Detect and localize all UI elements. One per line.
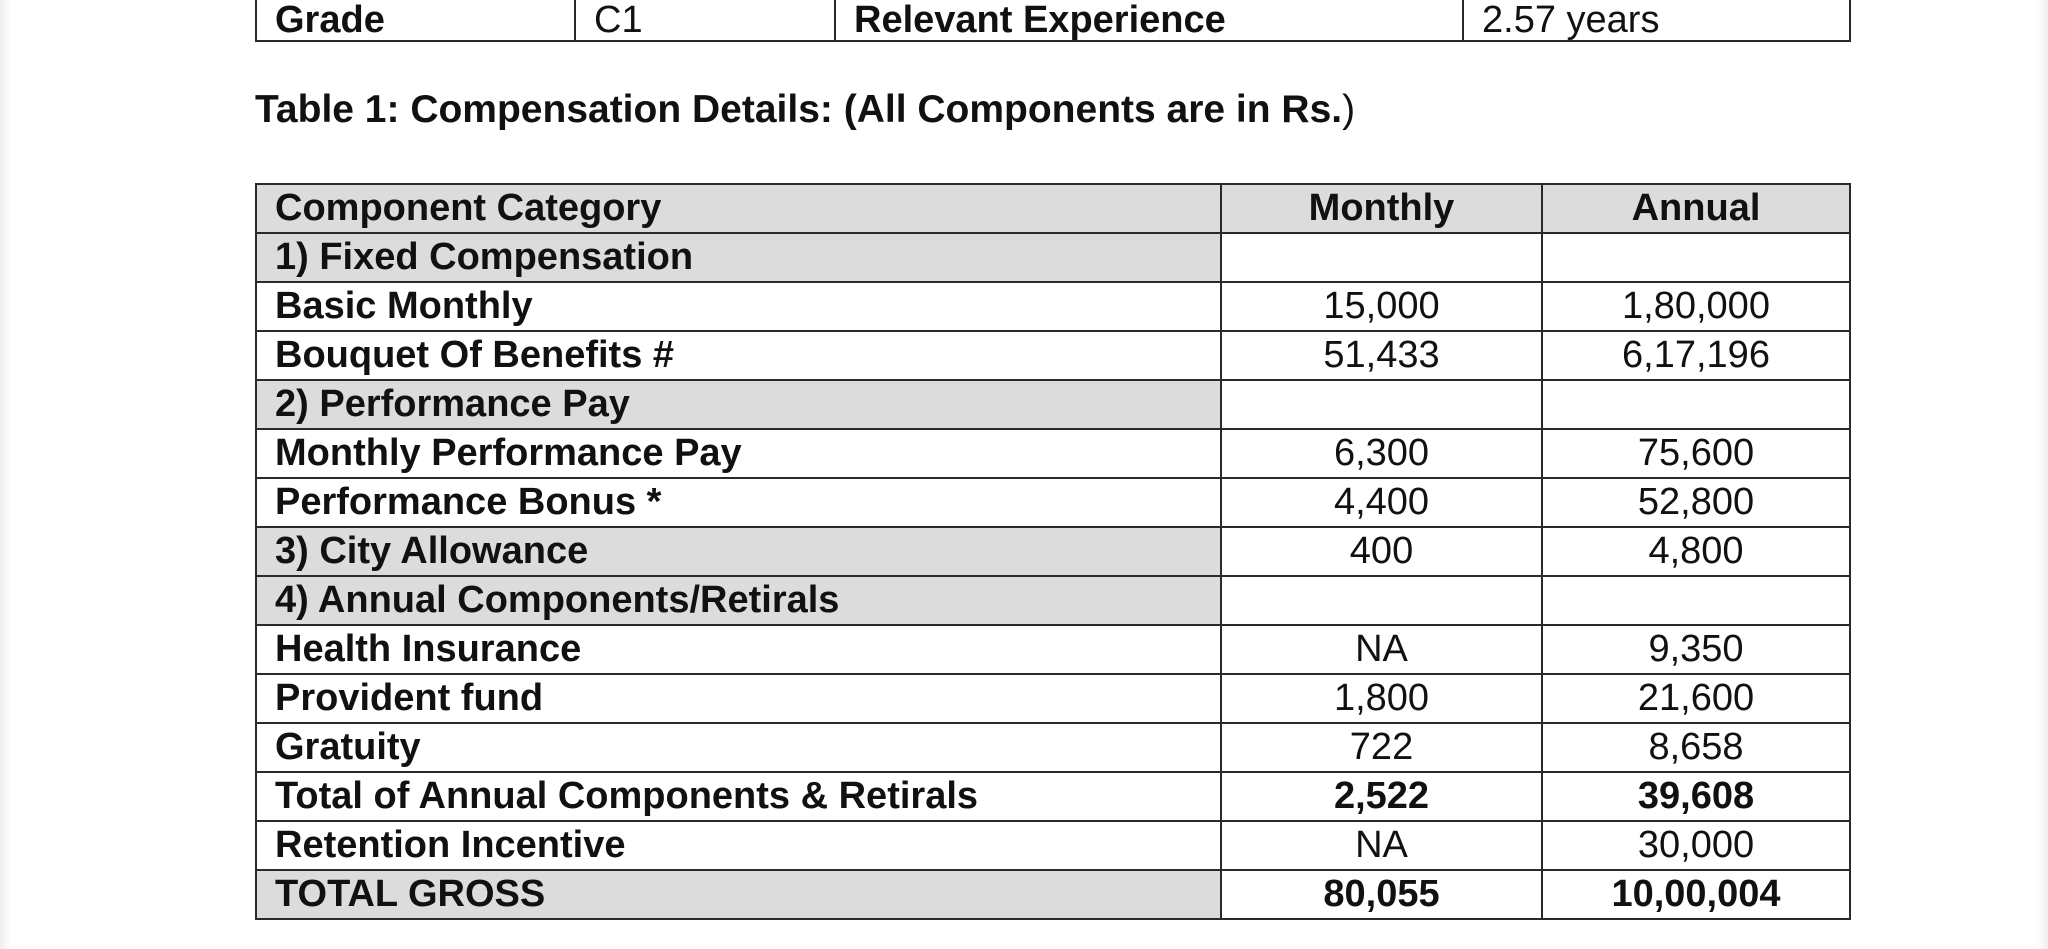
header-annual: Annual	[1542, 184, 1850, 233]
monthly-value	[1221, 576, 1542, 625]
monthly-value: 400	[1221, 527, 1542, 576]
annual-value: 8,658	[1542, 723, 1850, 772]
annual-value: 10,00,004	[1542, 870, 1850, 919]
experience-value: 2.57 years	[1463, 0, 1850, 41]
row-label: Bouquet Of Benefits #	[256, 331, 1221, 380]
monthly-value: 4,400	[1221, 478, 1542, 527]
monthly-value	[1221, 380, 1542, 429]
annual-value: 39,608	[1542, 772, 1850, 821]
row-label: 2) Performance Pay	[256, 380, 1221, 429]
page-edge-right	[2038, 0, 2048, 949]
header-component-category: Component Category	[256, 184, 1221, 233]
table-row	[256, 429, 1850, 478]
row-label: Health Insurance	[256, 625, 1221, 674]
table-caption	[255, 86, 1355, 134]
info-row	[256, 0, 1850, 41]
monthly-value: NA	[1221, 625, 1542, 674]
header-monthly: Monthly	[1221, 184, 1542, 233]
row-label: Retention Incentive	[256, 821, 1221, 870]
section-row-city-allowance	[256, 527, 1850, 576]
monthly-value	[1221, 233, 1542, 282]
annual-value	[1542, 380, 1850, 429]
row-label: Provident fund	[256, 674, 1221, 723]
monthly-value: 2,522	[1221, 772, 1542, 821]
monthly-value: 80,055	[1221, 870, 1542, 919]
section-row-annual-components	[256, 576, 1850, 625]
section-row-performance-pay	[256, 380, 1850, 429]
monthly-value: NA	[1221, 821, 1542, 870]
annual-value: 21,600	[1542, 674, 1850, 723]
grade-label: Grade	[256, 0, 575, 41]
annual-value: 6,17,196	[1542, 331, 1850, 380]
table-row	[256, 282, 1850, 331]
row-label: TOTAL GROSS	[256, 870, 1221, 919]
monthly-value: 6,300	[1221, 429, 1542, 478]
table-row	[256, 821, 1850, 870]
row-label: Basic Monthly	[256, 282, 1221, 331]
annual-value: 52,800	[1542, 478, 1850, 527]
annual-value	[1542, 233, 1850, 282]
table-row	[256, 674, 1850, 723]
table-row	[256, 478, 1850, 527]
row-label: Performance Bonus *	[256, 478, 1221, 527]
monthly-value: 1,800	[1221, 674, 1542, 723]
caption-text: Table 1: Compensation Details: (All Components are in Rs.	[255, 88, 1343, 131]
header-row	[256, 184, 1850, 233]
page-edge-left	[0, 0, 10, 949]
table-row	[256, 331, 1850, 380]
annual-value: 4,800	[1542, 527, 1850, 576]
monthly-value: 15,000	[1221, 282, 1542, 331]
grade-value: C1	[575, 0, 835, 41]
table-row	[256, 723, 1850, 772]
row-label: 4) Annual Components/Retirals	[256, 576, 1221, 625]
row-label: 1) Fixed Compensation	[256, 233, 1221, 282]
table-row	[256, 625, 1850, 674]
section-row-fixed-compensation	[256, 233, 1850, 282]
caption-close-paren: )	[1342, 88, 1356, 131]
row-label: Monthly Performance Pay	[256, 429, 1221, 478]
annual-value: 75,600	[1542, 429, 1850, 478]
annual-value: 9,350	[1542, 625, 1850, 674]
employee-info-table	[255, 0, 1851, 42]
monthly-value: 722	[1221, 723, 1542, 772]
experience-label: Relevant Experience	[835, 0, 1463, 41]
annual-value: 1,80,000	[1542, 282, 1850, 331]
subtotal-row	[256, 772, 1850, 821]
row-label: Total of Annual Components & Retirals	[256, 772, 1221, 821]
annual-value: 30,000	[1542, 821, 1850, 870]
compensation-table	[255, 183, 1851, 920]
monthly-value: 51,433	[1221, 331, 1542, 380]
row-label: 3) City Allowance	[256, 527, 1221, 576]
total-gross-row	[256, 870, 1850, 919]
annual-value	[1542, 576, 1850, 625]
row-label: Gratuity	[256, 723, 1221, 772]
